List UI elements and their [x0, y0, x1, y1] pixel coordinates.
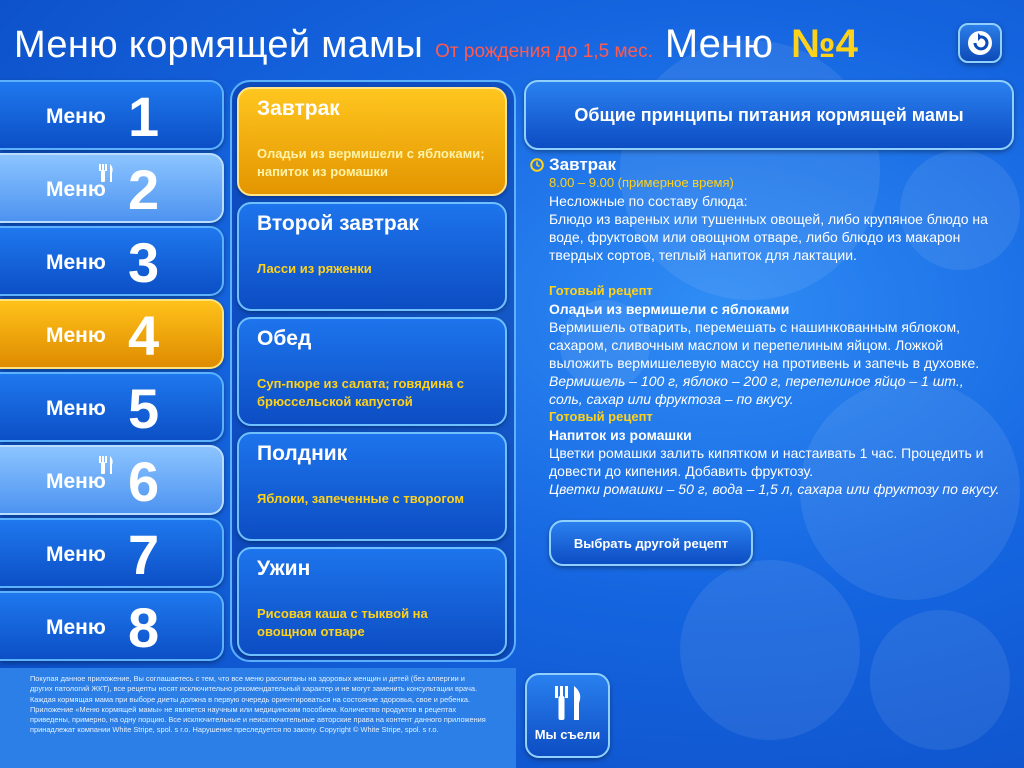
recipe-name: Оладьи из вермишели с яблоками [549, 301, 790, 317]
menu-item-label: Меню [46, 470, 106, 493]
menu-item-3[interactable] [0, 226, 224, 296]
meal-description: Яблоки, запеченные с творогом [257, 491, 464, 506]
menu-item-label: Меню [46, 543, 106, 566]
menu-item-number: 4 [128, 304, 160, 367]
menu-item-2[interactable] [0, 153, 224, 223]
menu-item-number: 5 [128, 377, 160, 440]
meal-card-breakfast[interactable] [237, 87, 507, 196]
choose-other-recipe-button[interactable]: Выбрать другой рецепт [549, 520, 753, 566]
recipe-name: Напиток из ромашки [549, 427, 692, 443]
menu-item-number: 2 [128, 158, 160, 221]
we-ate-label: Мы съели [534, 727, 601, 742]
detail-time: 8.00 – 9.00 (примерное время) [549, 175, 734, 190]
detail-heading [530, 156, 1000, 174]
clock-icon [530, 158, 544, 172]
age-range: От рождения до 1,5 мес. [435, 41, 653, 62]
meal-card-lunch[interactable] [237, 317, 507, 426]
menu-item-8[interactable] [0, 591, 224, 661]
menu-item-6[interactable] [0, 445, 224, 515]
menu-item-label: Меню [46, 324, 106, 347]
menu-item-label: Меню [46, 251, 106, 274]
menu-item-4[interactable] [0, 299, 224, 369]
menu-item-5[interactable] [0, 372, 224, 442]
we-ate-button[interactable] [525, 673, 610, 758]
recipe-ingredients: Цветки ромашки – 50 г, вода – 1,5 л, сахара или фруктозу по вкусу. [549, 481, 1000, 497]
menu-item-7[interactable] [0, 518, 224, 588]
menu-word: Меню [664, 22, 773, 66]
recipe-ingredients: Вермишель – 100 г, яблоко – 200 г, перепелиное яйцо – 1 шт., соль, сахар или фруктоза – по вкусу. [549, 373, 964, 407]
meal-detail [530, 156, 1000, 498]
recipe-text: Цветки ромашки залить кипятком и настаивать 1 час. Процедить и довести до кипения. Добавить фруктозу. [549, 445, 984, 479]
menu-item-label: Меню [46, 178, 106, 201]
composition-title: Несложные по составу блюда: [549, 193, 748, 209]
menu-item-label: Меню [46, 105, 106, 128]
meal-card-second-breakfast[interactable] [237, 202, 507, 311]
meal-title: Полдник [257, 442, 348, 465]
composition-text: Блюдо из вареных или тушенных овощей, либо крупяное блюдо на воде, фруктовом или овощном отваре, либо блюдо из макарон твердых сортов, теплый напиток для лактации. [549, 211, 988, 263]
recipe-label: Готовый рецепт [549, 283, 653, 298]
principles-button[interactable]: Общие принципы питания кормящей мамы [524, 80, 1014, 150]
meal-description: Рисовая каша с тыквой на овощном отваре [257, 606, 428, 639]
menu-item-number: 8 [128, 596, 160, 659]
disclaimer: Покупая данное приложение, Вы соглашаетесь с тем, что все меню рассчитаны на здоровых женщин и детей (без аллергии и других патологий ЖКТ), все рецепты носят исключительно рекомендательный характер и не могут заменить консультации врача. Каждая кормящая мама при выборе диеты должна в первую очередь ориентироваться на состояние здоровья, свое и ребенка. Приложение «Меню кормящей мамы» не является научным или медицинским пособием. Количество продуктов в рецептах приведены, примерно, на одну порцию. Все исключительные и неисключительные авторские права на контент данного приложения принадлежат компании White Stripe, spol. s r.o. Нарушение преследуется по закону. Copyright © White Stripe, spol. s r.o. [0, 668, 516, 768]
menu-number: №4 [791, 22, 858, 66]
page-title: Меню кормящей мамы [14, 24, 424, 66]
meal-title: Обед [257, 327, 312, 350]
header [14, 22, 858, 74]
menu-item-label: Меню [46, 397, 106, 420]
meal-description: Оладьи из вермишели с яблоками; напиток из ромашки [257, 146, 485, 179]
recipe-label: Готовый рецепт [549, 409, 653, 424]
meal-title: Завтрак [257, 97, 340, 120]
detail-heading-text: Завтрак [549, 155, 617, 174]
menu-item-number: 1 [128, 85, 160, 148]
back-button[interactable] [958, 23, 1002, 63]
menu-item-number: 6 [128, 450, 160, 513]
menu-item-number: 3 [128, 231, 160, 294]
meal-card-dinner[interactable] [237, 547, 507, 656]
menu-item-number: 7 [128, 523, 160, 586]
meal-title: Ужин [257, 557, 311, 580]
meal-description: Ласси из ряженки [257, 261, 372, 276]
menu-item-1[interactable] [0, 80, 224, 150]
meal-description: Суп-пюре из салата; говядина с брюссельской капустой [257, 376, 465, 409]
menu-item-label: Меню [46, 616, 106, 639]
recipe-text: Вермишель отварить, перемешать с нашинкованным яблоком, сахаром, сливочным маслом и перепелиным яйцом. Ложкой выложить вермишелевую массу на противень и запечь в духовке. [549, 319, 980, 371]
fork-knife-icon [552, 685, 584, 721]
back-arrow-icon [967, 30, 993, 56]
meal-title: Второй завтрак [257, 212, 419, 235]
meal-card-snack[interactable] [237, 432, 507, 541]
